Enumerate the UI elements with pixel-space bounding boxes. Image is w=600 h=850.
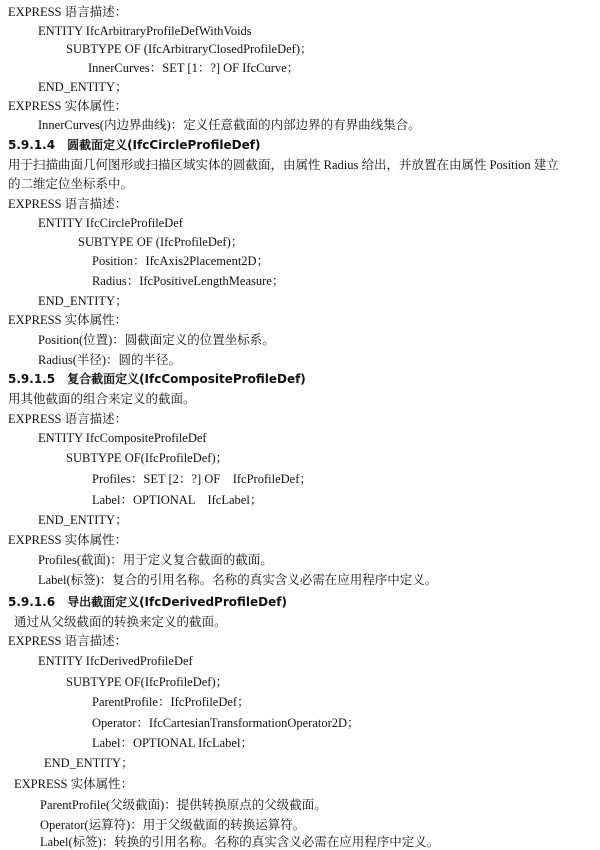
express-attr-label: EXPRESS 实体属性： (8, 313, 128, 327)
entity-declaration: ENTITY IfcCompositeProfileDef (38, 431, 207, 445)
express-attr-label: EXPRESS 实体属性： (14, 777, 134, 791)
attribute-declaration: InnerCurves：SET [1：?] OF IfcCurve； (88, 61, 300, 75)
express-attr-label: EXPRESS 实体属性： (8, 533, 128, 547)
attribute-declaration: Operator：IfcCartesianTransformationOperator2D； (92, 716, 360, 730)
section-paragraph: 用其他截面的组合来定义的截面。 (8, 392, 196, 406)
attribute-declaration: Radius：IfcPositiveLengthMeasure； (92, 274, 285, 288)
attribute-declaration: ParentProfile：IfcProfileDef； (92, 695, 250, 709)
attribute-description: Radius(半径)：圆的半径。 (38, 353, 182, 367)
section-heading-5-9-1-6: 5.9.1.6 导出截面定义(IfcDerivedProfileDef) (8, 595, 287, 609)
subtype-declaration: SUBTYPE OF (IfcArbitraryClosedProfileDef)； (66, 42, 313, 56)
express-desc-label: EXPRESS 语言描述： (8, 412, 128, 426)
end-entity: END_ENTITY； (38, 80, 128, 94)
attribute-declaration: Position：IfcAxis2Placement2D； (92, 254, 270, 268)
section-paragraph-cont: 的二维定位坐标系中。 (8, 177, 134, 191)
attribute-description: Operator(运算符)：用于父级截面的转换运算符。 (40, 818, 306, 832)
subtype-declaration: SUBTYPE OF (IfcProfileDef)； (78, 235, 244, 249)
section-heading-5-9-1-4: 5.9.1.4 圆截面定义(IfcCircleProfileDef) (8, 138, 261, 152)
attribute-description: Position(位置)：圆截面定义的位置坐标系。 (38, 333, 275, 347)
express-desc-label: EXPRESS 语言描述： (8, 634, 128, 648)
attribute-description: Label(标签)：转换的引用名称。名称的真实含义必需在应用程序中定义。 (40, 835, 440, 849)
express-attr-label: EXPRESS 实体属性： (8, 99, 128, 113)
express-desc-label: EXPRESS 语言描述： (8, 5, 128, 19)
attribute-description: Label(标签)：复合的引用名称。名称的真实含义必需在应用程序中定义。 (38, 573, 438, 587)
express-desc-label: EXPRESS 语言描述： (8, 197, 128, 211)
section-heading-5-9-1-5: 5.9.1.5 复合截面定义(IfcCompositeProfileDef) (8, 372, 306, 386)
entity-declaration: ENTITY IfcArbitraryProfileDefWithVoids (38, 24, 252, 38)
subtype-declaration: SUBTYPE OF(IfcProfileDef)； (66, 675, 229, 689)
attribute-declaration: Label：OPTIONAL IfcLabel； (92, 736, 253, 750)
end-entity: END_ENTITY； (44, 756, 134, 770)
attribute-description: Profiles(截面)：用于定义复合截面的截面。 (38, 553, 273, 567)
end-entity: END_ENTITY； (38, 294, 128, 308)
attribute-description: InnerCurves(内边界曲线)：定义任意截面的内部边界的有界曲线集合。 (38, 118, 421, 132)
entity-declaration: ENTITY IfcCircleProfileDef (38, 216, 183, 230)
attribute-description: ParentProfile(父级截面)：提供转换原点的父级截面。 (40, 798, 327, 812)
section-paragraph: 用于扫描曲面几何图形或扫描区域实体的圆截面，由属性 Radius 给出，并放置在由属性 Position 建立 (8, 158, 559, 172)
end-entity: END_ENTITY； (38, 513, 128, 527)
attribute-declaration: Label：OPTIONAL IfcLabel； (92, 493, 263, 507)
subtype-declaration: SUBTYPE OF(IfcProfileDef)； (66, 451, 229, 465)
entity-declaration: ENTITY IfcDerivedProfileDef (38, 654, 193, 668)
section-paragraph: 通过从父级截面的转换来定义的截面。 (14, 615, 227, 629)
attribute-declaration: Profiles：SET [2：?] OF IfcProfileDef； (92, 472, 312, 486)
